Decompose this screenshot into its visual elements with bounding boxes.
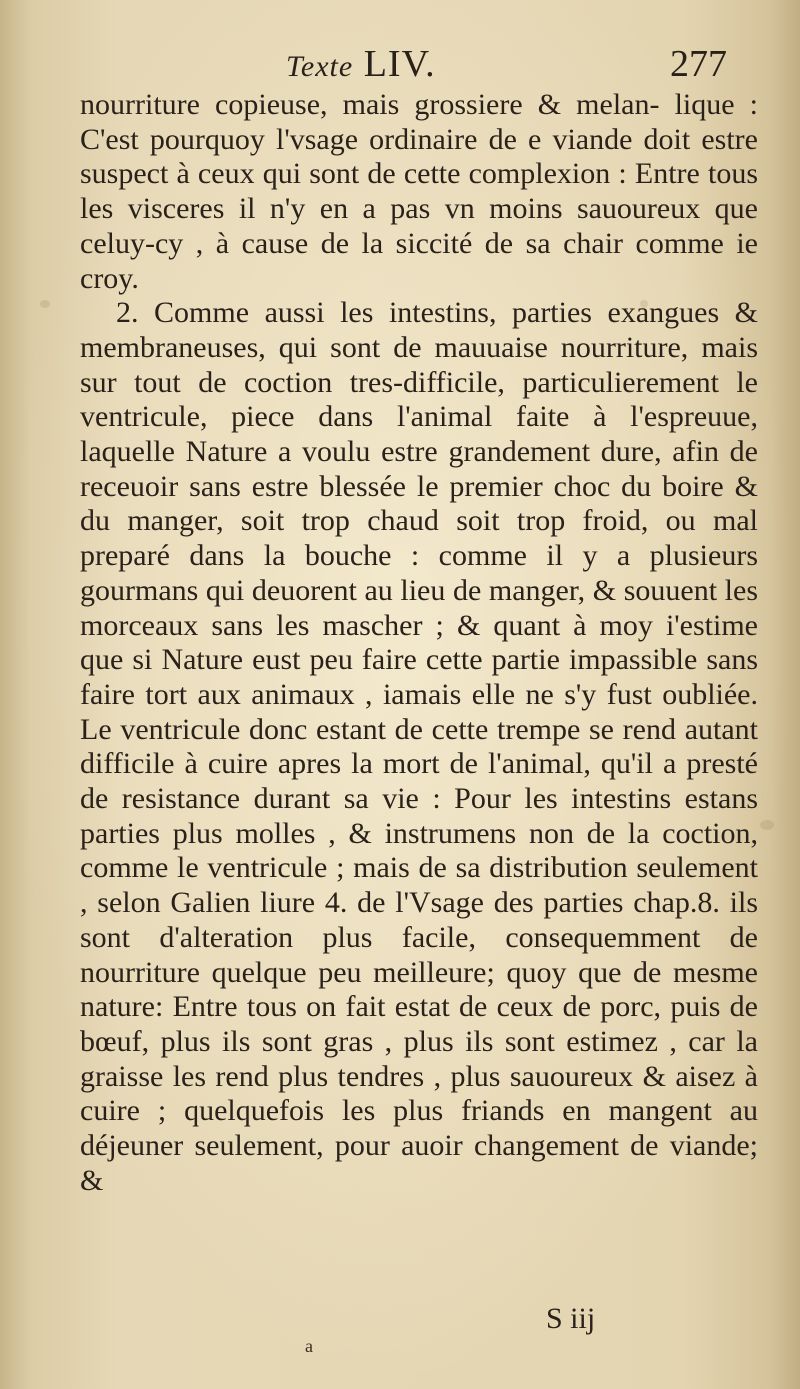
paper-stain <box>760 820 774 830</box>
page-number: 277 <box>670 43 727 85</box>
paragraph-1: nourriture copieuse, mais grossiere & melan- lique : C'est pourquoy l'vsage ordinaire de e viande doit estre suspect à ceux qui sont de cette complexion : Entre tous les visceres il n'y en a pas vn moins sauoureux que celuy-cy , à cause de la siccité de sa chair comme ie croy. <box>80 88 758 295</box>
signature-mark: S iij <box>546 1302 596 1335</box>
running-title <box>286 42 436 86</box>
running-title-italic: Texte <box>286 50 354 83</box>
page-header <box>0 40 800 90</box>
paragraph-2: 2. Comme aussi les intestins, parties exangues & membraneuses, qui sont de mauuaise nourriture, mais sur tout de coction tres-difficile, particulierement le ventricule, piece dans l'animal faite à l'espreuue, laquelle Nature a voulu estre grandement dure, afin de receuoir sans estre blessée le premier choc du boire & du manger, soit trop chaud soit trop froid, ou mal preparé dans la bouche : comme il y a plusieurs gourmans qui deuorent au lieu de manger, & souuent les morceaux sans les mascher ; & quant à moy i'estime que si Nature eust peu faire cette partie impassible sans faire tort aux animaux , iamais elle ne s'y fust oubliée. Le ventricule donc estant de cette trempe se rend autant difficile à cuire apres la mort de l'animal, qu'il a presté de resistance durant sa vie : Pour les intestins estans parties plus molles , & instrumens non de la coction, comme le ventricule ; mais de sa distribution seulement , selon Galien liure 4. de l'Vsage des parties chap.8. ils sont d'alteration plus facile, consequemment de nourriture quelque peu meilleure; quoy que de mesme nature: Entre tous on fait estat de ceux de porc, puis de bœuf, plus ils sont gras , plus ils sont estimez , car la graisse les rend plus tendres , plus sauoureux & aisez à cuire ; quelquefois les plus friands en mangent au déjeuner seulement, pour auoir changement de viande; & <box>80 296 758 1197</box>
paper-stain <box>40 300 50 308</box>
body-text <box>80 88 758 1199</box>
running-title-roman: LIV. <box>363 43 436 85</box>
stray-mark: a <box>305 1336 313 1356</box>
